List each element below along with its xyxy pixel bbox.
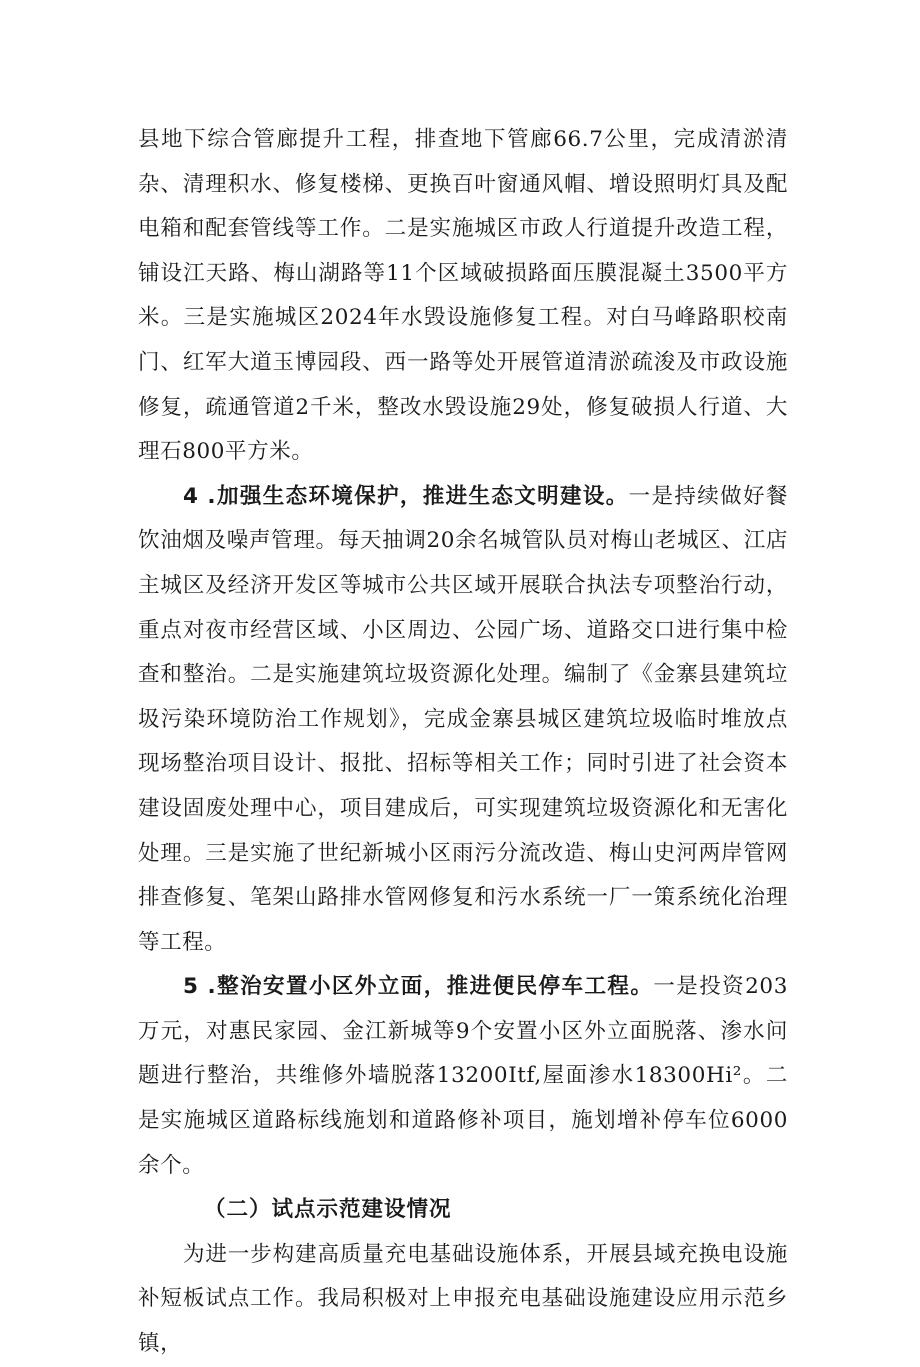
paragraph-pipe-gallery-and-road-repair: 县地下综合管廊提升工程，排查地下管廊66.7公里，完成清淤清杂、清理积水、修复楼梯、更换百叶窗通风帽、增设照明灯具及配电箱和配套管线等工作。二是实施城区市政人行道提升改造工程，铺设江天路、梅山湖路等11个区域破损路面压膜混凝土3500平方米。三是实施城区2024年水毁设施修复工程。对白马峰路职校南门、红军大道玉博园段、西一路等处开展管道清淤疏浚及市政设施修复，疏通管道2千米，整改水毁设施29处，修复破损人行道、大理石800平方米。 xyxy=(138,127,788,465)
paragraph-lead-facade-and-parking: 5 .整治安置小区外立面，推进便民停车工程。 xyxy=(183,974,654,1000)
paragraph-facade-and-parking xyxy=(138,965,788,1188)
section-heading-pilot-demonstration: （二）试点示范建设情况 xyxy=(204,1197,452,1223)
paragraph-lead-ecological-protection: 4 .加强生态环境保护，推进生态文明建设。 xyxy=(183,483,629,509)
paragraph-charging-infrastructure: 为进一步构建高质量充电基础设施体系，开展县域充换电设施补短板试点工作。我局积极对上申报充电基础设施建设应用示范乡镇， xyxy=(138,1241,788,1357)
paragraph-body-ecological-protection: 一是持续做好餐饮油烟及噪声管理。每天抽调20余名城管队员对梅山老城区、江店主城区及经济开发区等城市公共区域开展联合执法专项整治行动，重点对夜市经营区域、小区周边、公园广场、道路交口进行集中检查和整治。二是实施建筑垃圾资源化处理。编制了《金寨县建筑垃圾污染环境防治工作规划》，完成金寨县城区建筑垃圾临时堆放点现场整治项目设计、报批、招标等相关工作；同时引进了社会资本建设固废处理中心，项目建成后，可实现建筑垃圾资源化和无害化处理。三是实施了世纪新城小区雨污分流改造、梅山史河两岸管网排查修复、笔架山路排水管网修复和污水系统一厂一策系统化治理等工程。 xyxy=(138,483,789,955)
paragraph-ecological-protection xyxy=(138,475,788,966)
paragraph-body-facade-and-parking: 一是投资203万元，对惠民家园、金江新城等9个安置小区外立面脱落、渗水问题进行整治，共维修外墙脱落13200Itf,屋面渗水18300Hi²。二是实施城区道路标线施划和道路修补项目，施划增补停车位6000余个。 xyxy=(138,974,788,1178)
document-body xyxy=(138,118,788,1367)
